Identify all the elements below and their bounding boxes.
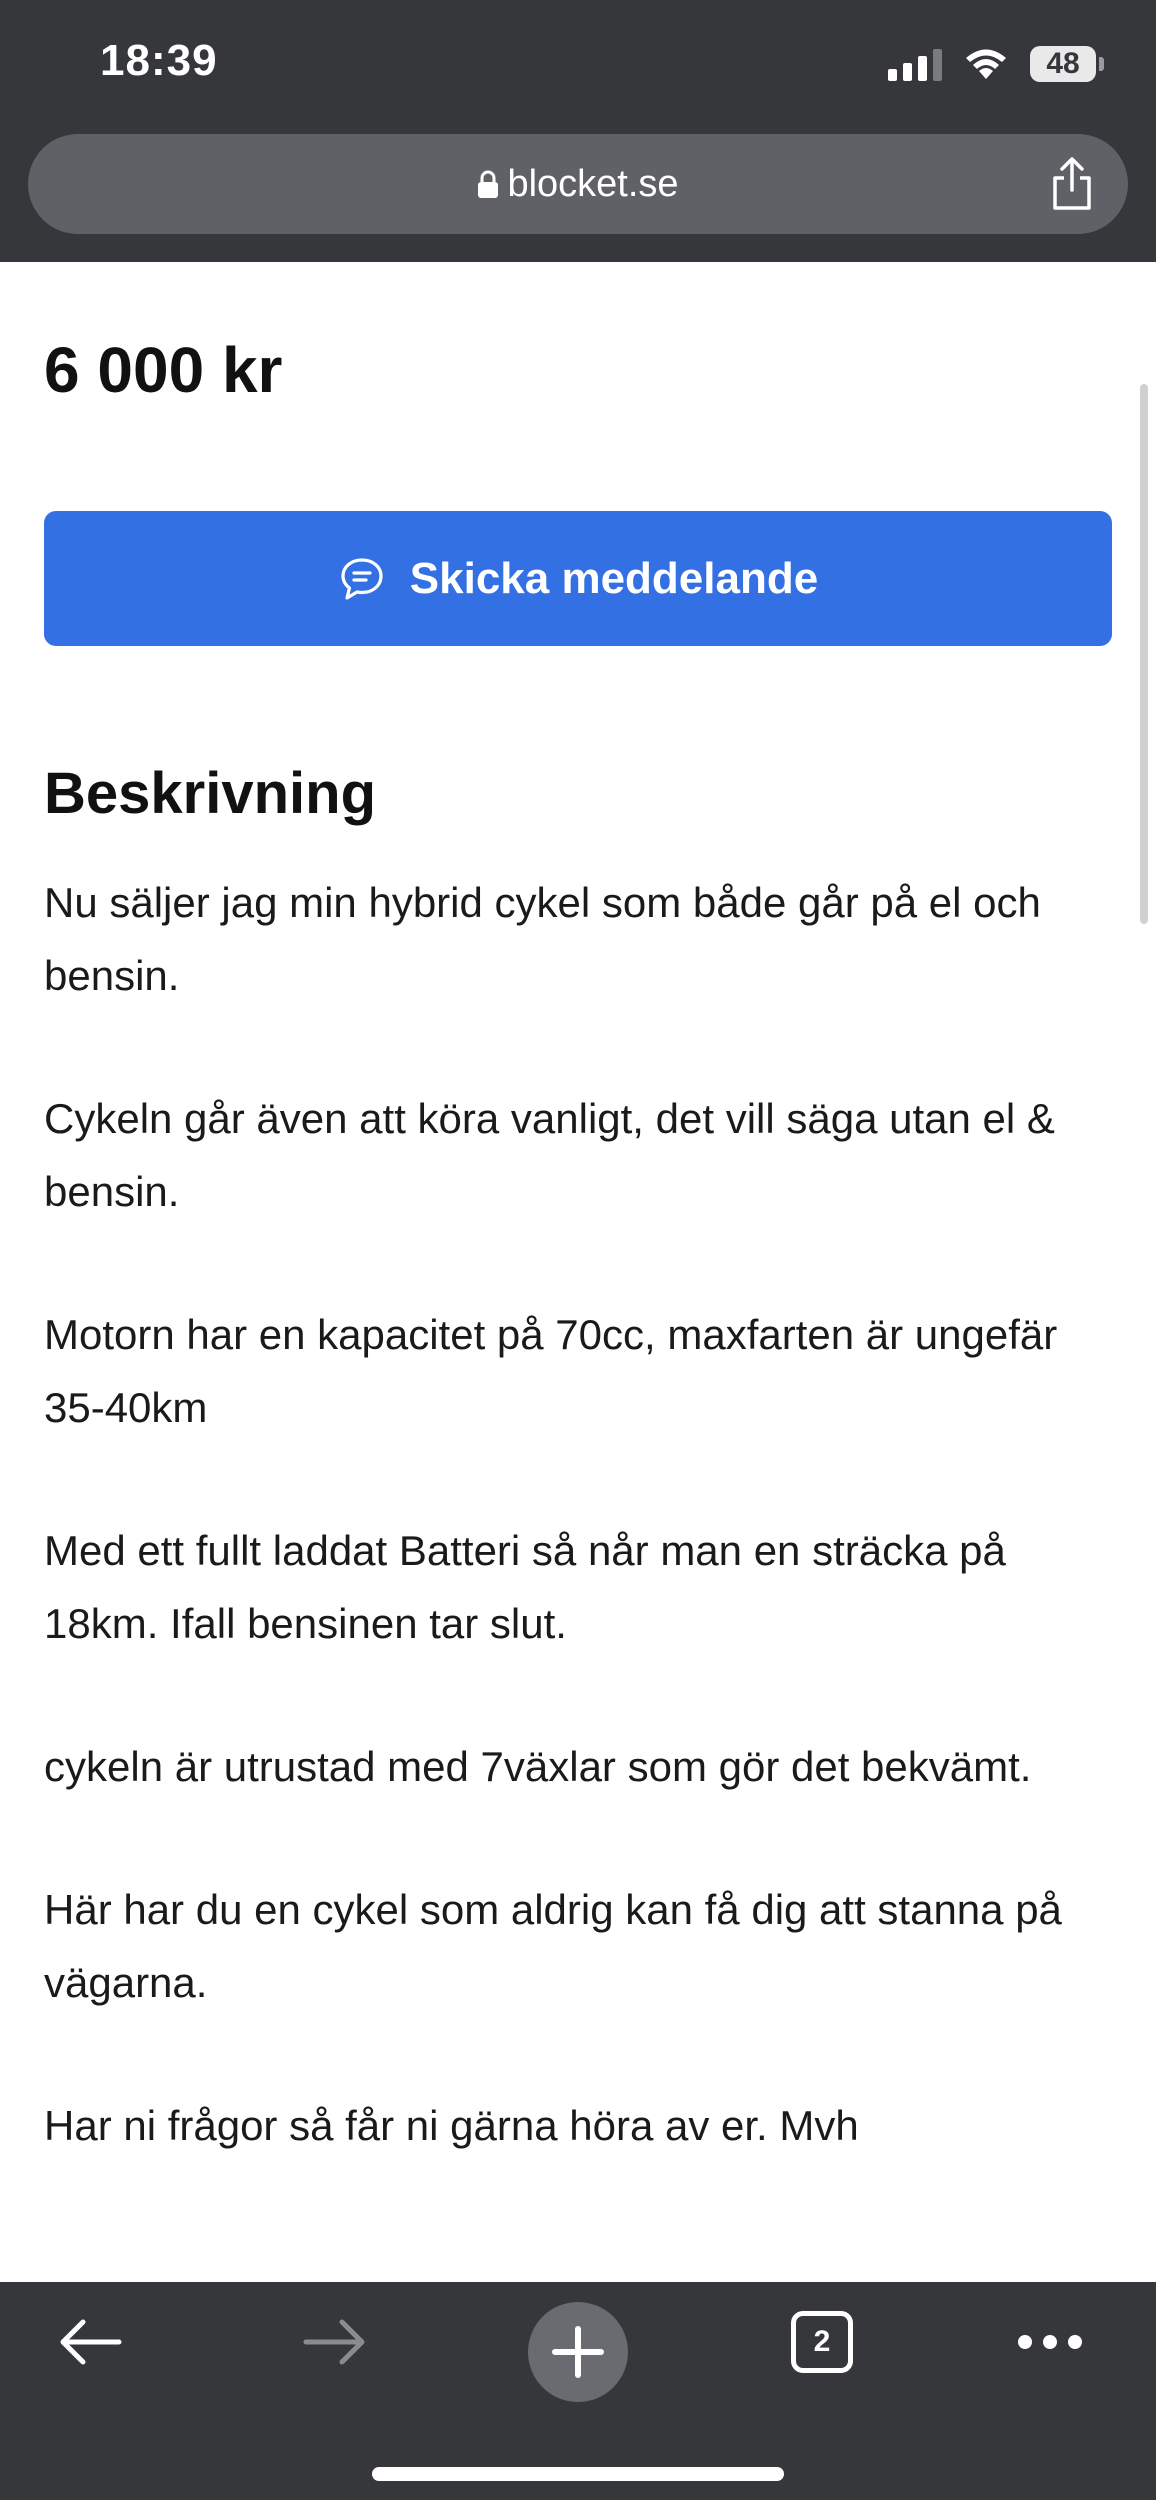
new-tab-button[interactable]	[528, 2292, 628, 2412]
forward-button[interactable]	[285, 2282, 385, 2402]
lock-icon	[477, 169, 499, 199]
url-text: blocket.se	[507, 162, 679, 205]
description-paragraph: Nu säljer jag min hybrid cykel som både går på el och bensin.	[44, 879, 1041, 999]
description-paragraph: cykeln är utrustad med 7växlar som gör det bekvämt.	[44, 1743, 1032, 1790]
back-arrow-icon	[55, 2317, 125, 2367]
url-display[interactable]	[28, 134, 1128, 234]
tabs-button[interactable]	[772, 2282, 872, 2402]
more-icon	[1015, 2332, 1085, 2352]
description-paragraph: Cykeln går även att köra vanligt, det vill säga utan el & bensin.	[44, 1095, 1055, 1215]
tabs-icon	[791, 2311, 853, 2373]
forward-arrow-icon	[300, 2317, 370, 2367]
description-paragraph: Har ni frågor så får ni gärna höra av er. Mvh	[44, 2102, 859, 2149]
description-body	[44, 866, 1124, 2232]
status-time: 18:39	[100, 36, 218, 85]
back-button[interactable]	[40, 2282, 140, 2402]
page-scrollbar[interactable]	[1140, 384, 1148, 924]
wifi-icon	[964, 47, 1008, 81]
new-tab-plus-icon	[528, 2302, 628, 2402]
description-paragraph: Här har du en cykel som aldrig kan få dig att stanna på vägarna.	[44, 1886, 1062, 2006]
chat-bubble-icon	[338, 555, 386, 603]
send-message-button[interactable]	[44, 511, 1112, 646]
send-message-label: Skicka meddelande	[409, 553, 819, 603]
listing-price: 6 000 kr	[44, 334, 283, 406]
share-icon[interactable]	[1042, 154, 1102, 214]
description-paragraph: Med ett fullt laddat Batteri så når man en sträcka på 18km. Ifall bensinen tar slut.	[44, 1527, 1006, 1647]
description-paragraph: Motorn har en kapacitet på 70cc, maxfarten är ungefär 35-40km	[44, 1311, 1058, 1431]
cellular-signal-icon	[888, 47, 942, 81]
more-button[interactable]	[1000, 2282, 1100, 2402]
browser-top-bar	[0, 0, 1156, 262]
description-heading: Beskrivning	[44, 761, 376, 826]
tab-count: 2	[813, 2325, 831, 2358]
home-indicator[interactable]	[372, 2467, 784, 2481]
address-bar[interactable]	[28, 134, 1128, 234]
battery-icon: 48	[1030, 46, 1096, 82]
status-icons	[888, 40, 1096, 88]
